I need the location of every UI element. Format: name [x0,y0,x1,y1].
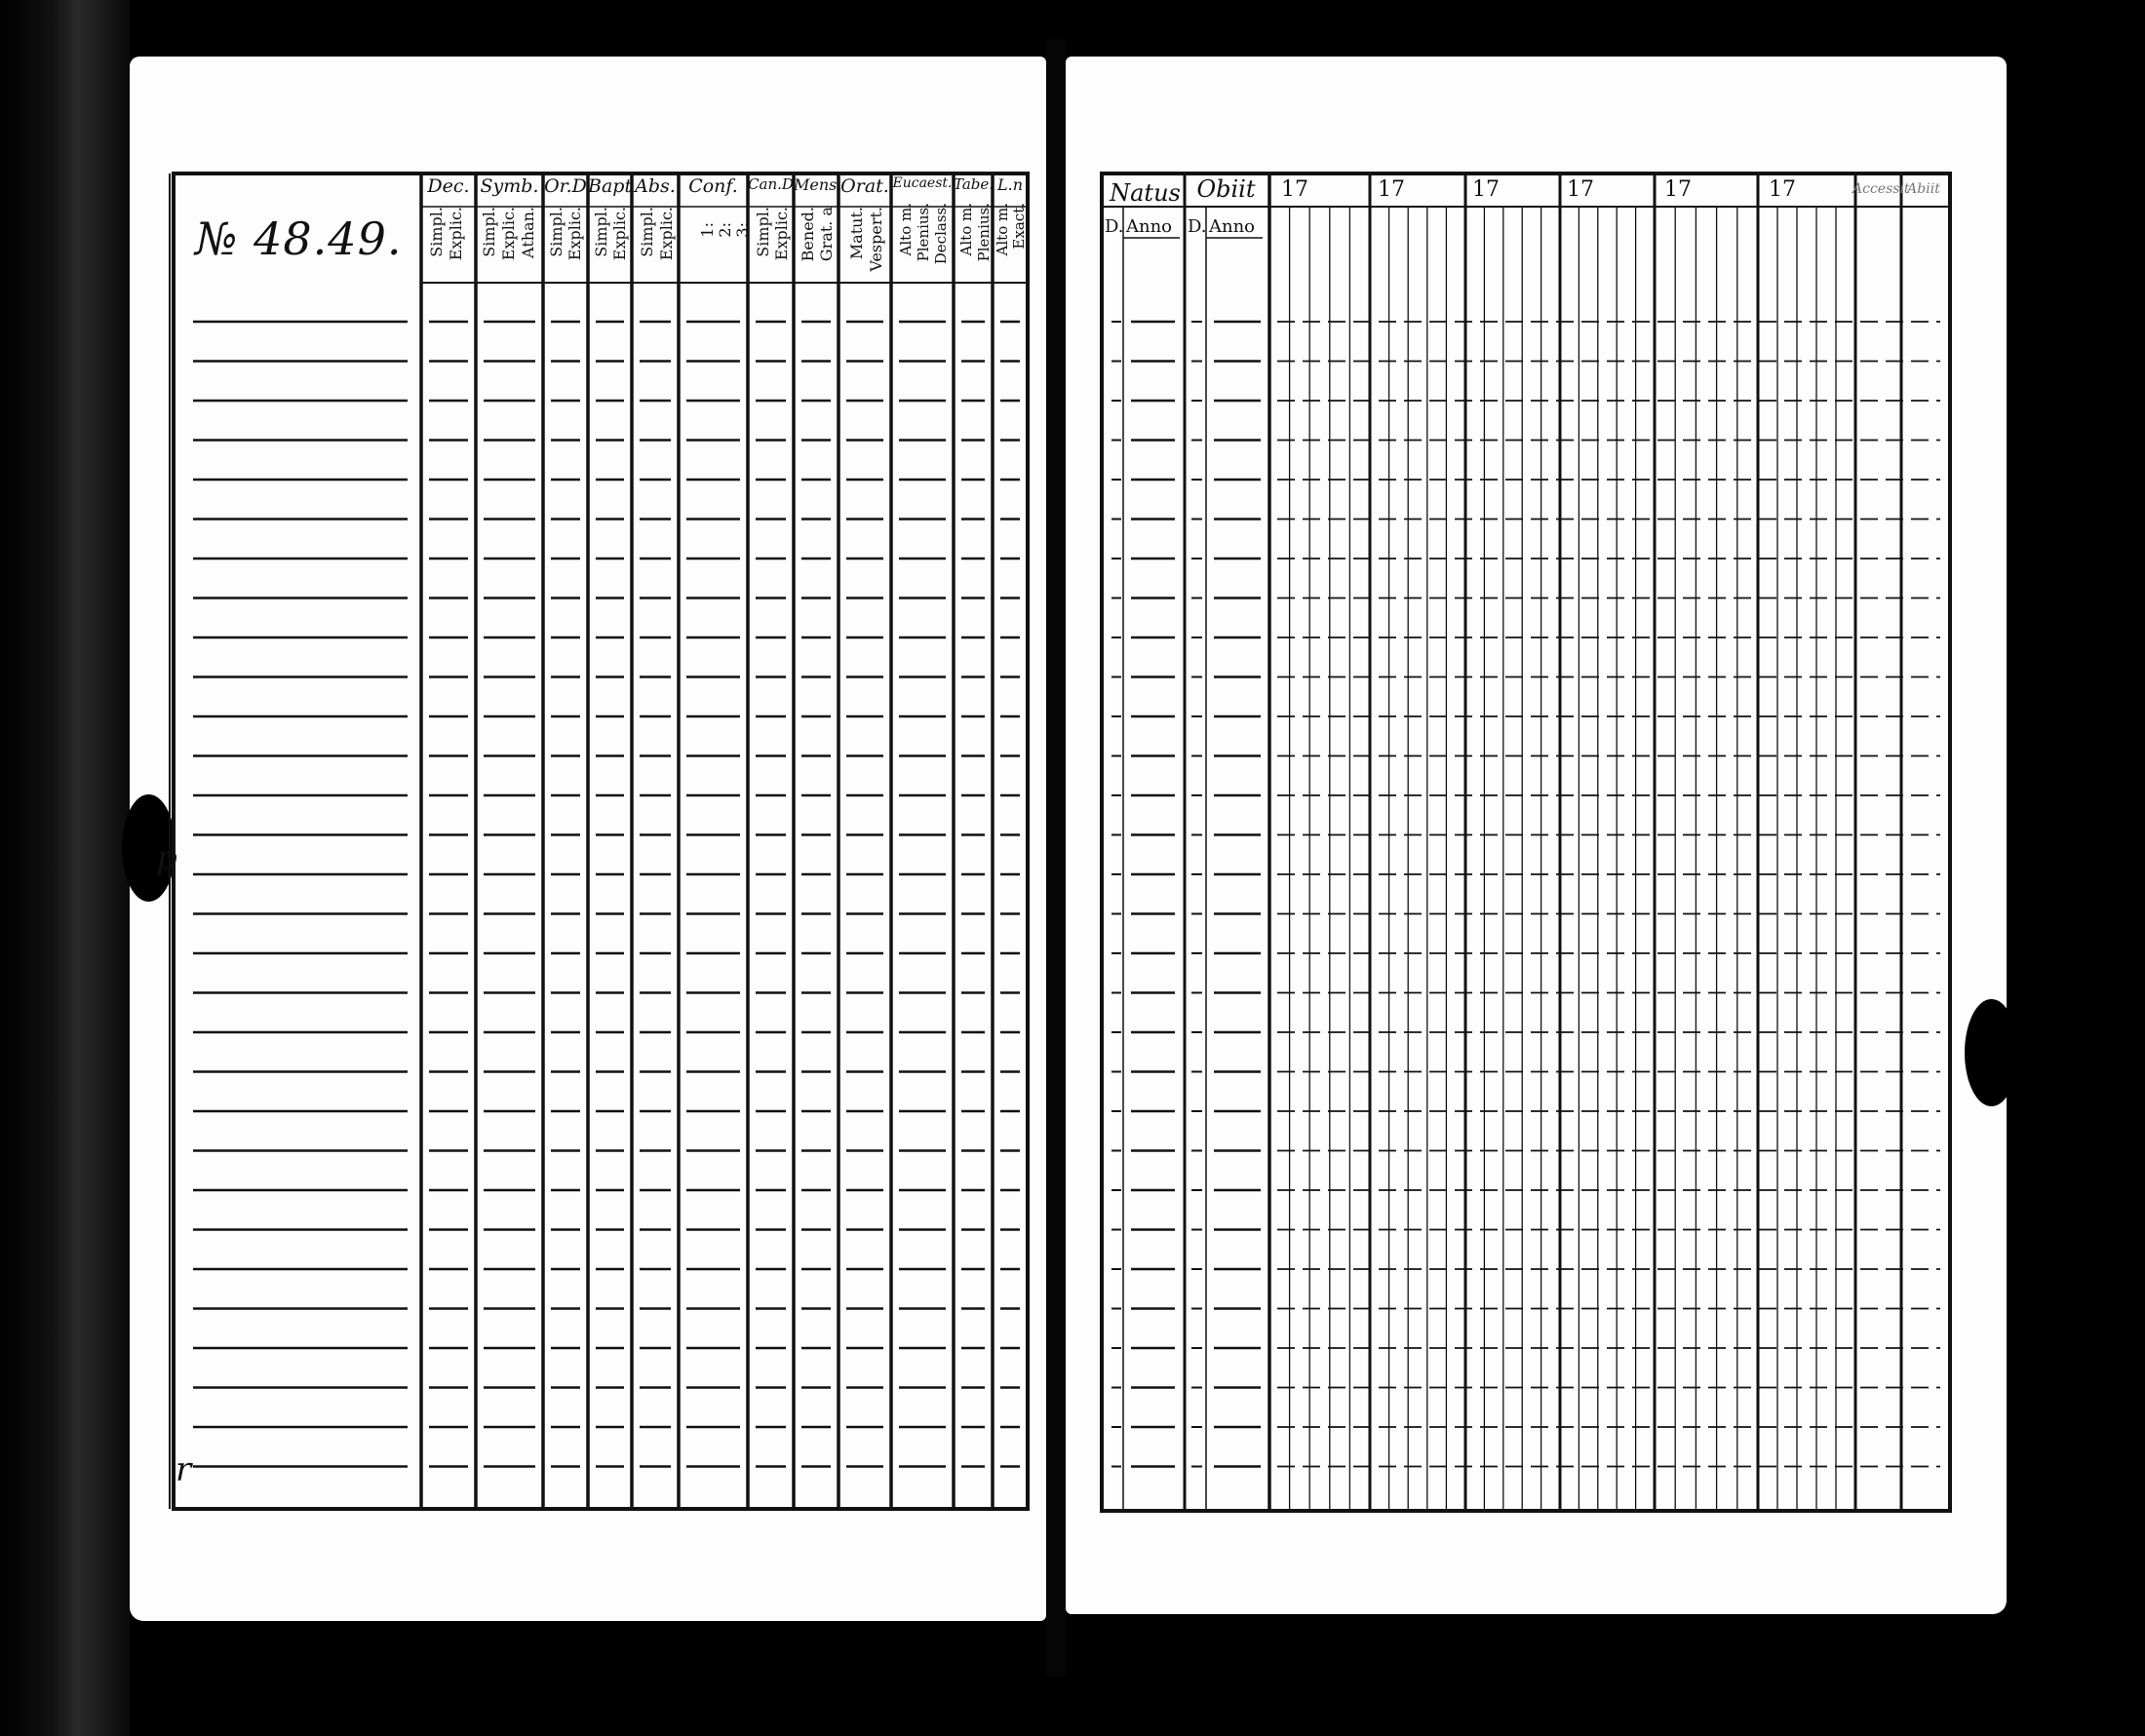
column-header: Dec. [427,175,470,197]
sub-header: 1: [698,222,717,238]
column-header: Orat. [840,175,889,197]
sub-header: Explic. [772,207,791,261]
sub-header: Simpl. [754,207,772,257]
sub-header: Alto m. [897,203,915,256]
sub-header: Grat. a [817,207,836,262]
register-number: № 48.49. [195,212,403,265]
sub-header: Matut. [847,207,866,260]
natus-header: Natus [1110,179,1181,207]
obiit-year: Anno [1209,216,1256,237]
sub-header: Explic. [499,207,518,261]
column-header: Symb. [480,175,539,197]
column-header: Tabe. [954,175,994,193]
column-header: Conf. [688,175,738,197]
sub-header: Simpl. [427,207,446,257]
column-header: Can.D [748,175,794,193]
obiit-header: Obiit [1196,175,1256,203]
sub-header: Alto m. [994,203,1011,256]
accessit-header: Accessit [1852,181,1910,197]
sub-header: Exact. [1010,203,1028,250]
sub-header: Explic. [657,207,676,261]
year-header: 17 [1664,177,1692,202]
sub-header: 2: [716,222,734,238]
year-header: 17 [1281,177,1308,202]
margin-mark: p [156,838,177,877]
sub-header: Explic. [447,207,465,261]
sub-header: Simpl. [480,207,498,257]
sub-header: 3: [733,222,752,238]
year-header: 17 [1378,177,1405,202]
column-header: Mens. [794,175,842,194]
sub-header: Vespert. [867,207,885,272]
year-header: 17 [1472,177,1500,202]
sub-header: Alto m. [957,203,975,256]
year-header: 17 [1567,177,1594,202]
sub-header: Explic. [610,207,629,261]
sub-header: Athan. [519,207,537,258]
abiit-header: Abiit [1907,181,1940,197]
sub-header: Simpl. [592,207,610,257]
sub-header: Plenius. [975,203,993,262]
column-header: L.n [996,175,1023,194]
obiit-day: D. [1188,216,1207,237]
column-header: Abs. [635,175,676,197]
year-header: 17 [1769,177,1796,202]
margin-mark: r [176,1450,192,1489]
column-header: Or.D [544,175,587,197]
sub-header: Explic. [566,207,584,261]
sub-header: Bened. [799,207,817,262]
sub-header: Declass. [932,203,950,265]
right-table-border [1102,174,1950,1511]
sub-header: Simpl. [638,207,656,257]
column-header: Eucaest. [892,175,953,191]
natus-year: Anno [1126,216,1173,237]
sub-header: Simpl. [547,207,566,257]
column-header: Bapt [588,175,633,197]
natus-day: D. [1105,216,1124,237]
sub-header: Plenius. [915,203,932,262]
